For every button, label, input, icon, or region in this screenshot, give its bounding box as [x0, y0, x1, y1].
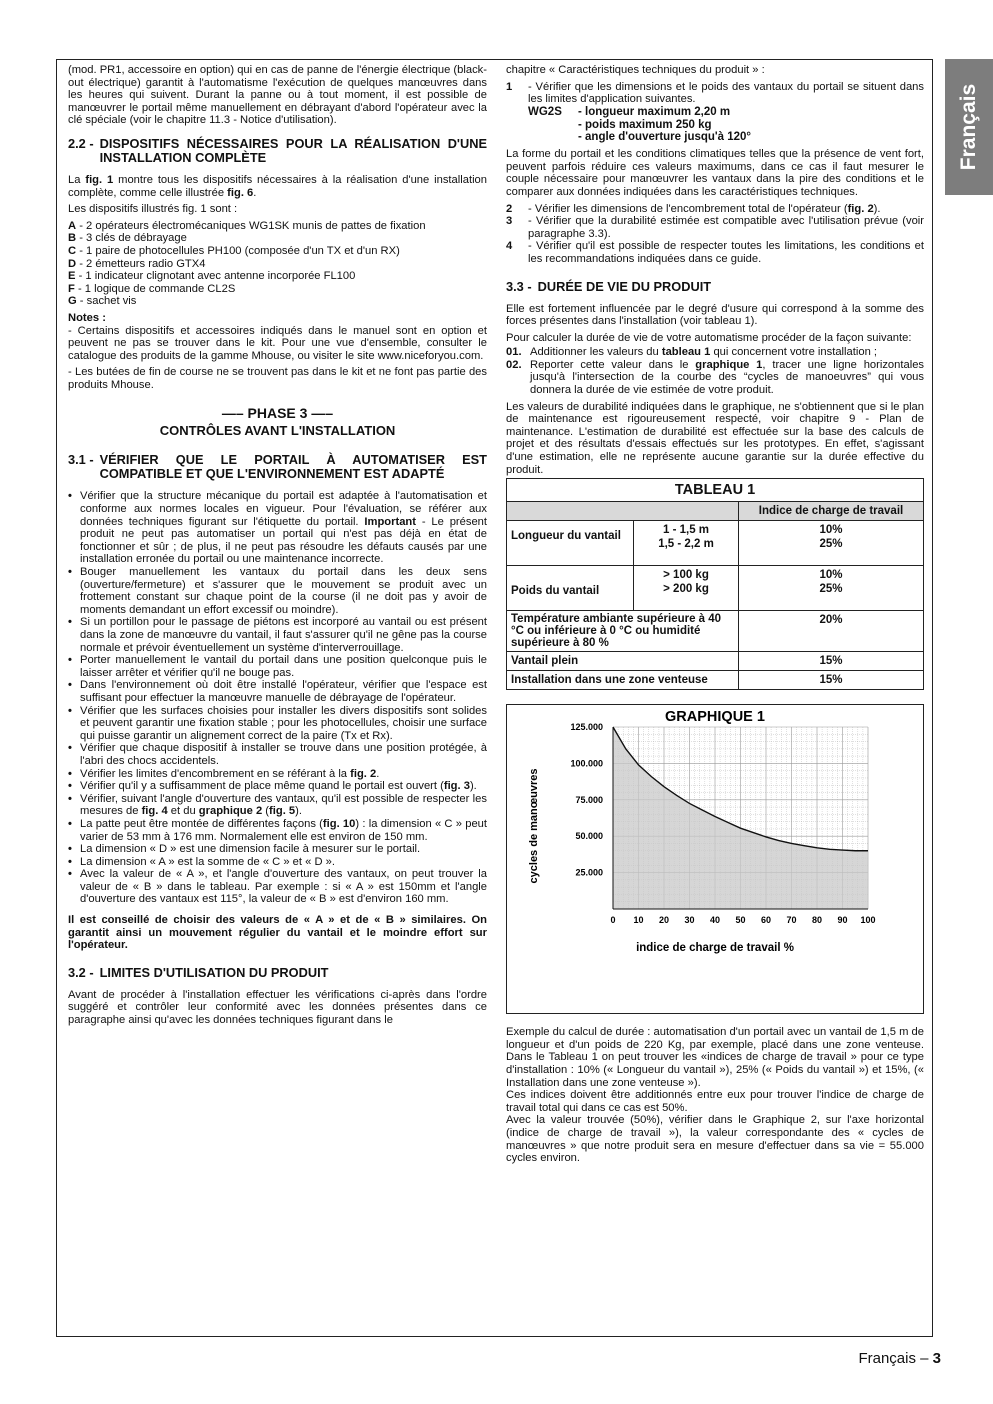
list-item: • Vérifier qu'il y a suffisamment de place même quand le portail est ouvert (fig. 3). — [68, 780, 477, 793]
devices-intro: Les dispositifs illustrés fig. 1 sont : — [68, 203, 238, 216]
x-tick-label: 10 — [633, 915, 644, 926]
list-item: 2 - Vérifier les dimensions de l'encombrement total de l'opérateur (fig. 2). — [506, 202, 881, 215]
section-3-2-heading: 3.2 - LIMITES D'UTILISATION DU PRODUIT — [68, 964, 329, 980]
x-tick-label: 100 — [860, 915, 876, 926]
list-item: • La dimension « D » est une dimension facile à mesurer sur le portail. — [68, 843, 421, 856]
page-number: 3 — [932, 1350, 941, 1367]
example-paragraph-3: Avec la valeur trouvée (50%), vérifier dans le Graphique 2, sur l'axe horizontal (indice de charge de travail »), la valeur correspondante des « cycles de manœuvres » que notre produit sera en mesure d'effectuer dans sa vie = 55.000 cycles environ. — [506, 1114, 924, 1165]
section-3-2-paragraph: Avant de procéder à l'installation effectuer les vérifications ci-après dans l'ordre suggéré et contrôler leur conformité avec les données présentes dans ce paragraphe ainsi qu'avec les données techniques figurant dans le — [68, 988, 487, 1027]
list-item: • Bouger manuellement les vantaux du portail dans les deux sens (ouverture/fermeture) et s'assurer que le mouvement se produit avec un frottement constant sur chaque point de la course (il ne doit pas y avoir de moments demandant un effort excessif ou moindre). — [68, 566, 487, 616]
table-title: TABLEAU 1 — [507, 479, 924, 502]
list-item: A - 2 opérateurs électromécaniques WG1SK munis de pattes de fixation — [68, 219, 426, 232]
example-block — [506, 1026, 924, 1165]
y-axis-label: cycles de manœuvres — [528, 768, 540, 884]
phase-3-heading: —– PHASE 3 —– CONTRÔLES AVANT L'INSTALLATION — [159, 405, 396, 439]
form-paragraph: La forme du portail et les conditions climatiques telles que la présence de vent fort, peuvent parfois réduire ces valeurs maximums, dans ce cas il faut mesurer le couple nécessaire pour manœuvrer les vantaux dans la pire des conditions et le comparer aux données indiquées dans les caractéristiques techniques. — [506, 148, 924, 198]
table-row: Poids du vantail > 100 kg > 200 kg 10% 25% — [507, 566, 924, 611]
x-axis-label: indice de charge de travail % — [636, 942, 794, 955]
graphique-1 — [506, 704, 924, 1014]
section-3-3-heading: 3.3 - DURÉE DE VIE DU PRODUIT — [506, 278, 712, 294]
x-tick-label: 60 — [760, 915, 772, 926]
list-item: • Porter manuellement le vantail du portail dans une position quelconque puis le laisser arrêter et vérifier qu'il ne bouge pas. — [68, 654, 487, 679]
list-item: • Avec la valeur de « A », et l'angle d'ouverture des vantaux, on peut trouver la valeur de « B » dans le tableau. Par exemple : si « A » est 150mm et l'angle d'ouverture des vantaux est 115°, la valeur de « B » est d'environ 160 mm. — [68, 868, 487, 906]
list-item: E - 1 indicateur clignotant avec antenne incorporée FL100 — [68, 270, 356, 283]
x-tick-label: 40 — [709, 915, 721, 926]
section-3-3-paragraph-1: Elle est fortement influencée par le degré d'usure qui correspond à la somme des forces présentes dans l'installation (voir tableau 1). — [506, 302, 924, 328]
left-column — [68, 64, 487, 1031]
section-2-2-heading: 2.2 - DISPOSITIFS NÉCESSAIRES POUR LA RÉALISATION D'UNE INSTALLATION COMPLÈTE — [68, 135, 487, 165]
x-tick-label: 0 — [610, 915, 616, 926]
section-3-3-paragraph-2: Pour calculer la durée de vie de votre automatisme procéder de la façon suivante: — [506, 331, 912, 344]
list-item: • Dans l'environnement où doit être installé l'opérateur, vérifier que l'espace est suffisant pour effectuer la manœuvre manuelle de débrayage de l'opérateur. — [68, 679, 487, 704]
list-item: • La dimension « A » est la somme de « C » et « D ». — [68, 855, 335, 868]
table-row: Longueur du vantail 1 - 1,5 m 1,5 - 2,2 m 10% 25% — [507, 521, 924, 566]
table-header: Indice de charge de travail — [739, 502, 924, 521]
tableau-1 — [506, 478, 924, 690]
chart-svg — [507, 705, 923, 1013]
right-column — [506, 64, 924, 1165]
x-tick-label: 50 — [735, 915, 746, 926]
list-item: D - 2 émetteurs radio GTX4 — [68, 257, 206, 270]
list-item: • Vérifier que chaque dispositif à installer se trouve dans une position protégée, à l'abri des chocs accidentels. — [68, 742, 487, 767]
y-tick-label: 25.000 — [575, 867, 603, 878]
list-item: 3 - Vérifier que la durabilité estimée est compatible avec l'utilisation prévue (voir paragraphe 3.3). — [506, 215, 925, 240]
list-item: • Vérifier que la structure mécanique du portail est adaptée à l'automatisation et conforme aux normes locales en vigueur. Pour l'évaluation, se référer aux données techniques figurant sur l'étiquette du portail. Important - Le présent produit ne peut pas automatiser un portail qui n'est pas déjà en état de fonctionner et sûr ; de plus, il ne peut pas résoudre les défauts causés par une installation erronée du portail ou une maintenance incorrecte. — [68, 490, 488, 566]
checklist — [68, 490, 487, 906]
list-item: 01. Additionner les valeurs du tableau 1 qui concernent votre installation ; — [506, 346, 878, 359]
footer-label: Français – — [858, 1350, 929, 1367]
x-tick-label: 30 — [684, 915, 695, 926]
list-item: F - 1 logique de commande CL2S — [68, 282, 236, 295]
list-item: B - 3 clés de débrayage — [68, 232, 187, 245]
x-tick-label: 80 — [811, 915, 823, 926]
x-tick-label: 90 — [837, 915, 848, 926]
y-tick-label: 125.000 — [570, 722, 603, 733]
list-item: G - sachet vis — [68, 295, 137, 308]
list-item: • La patte peut être montée de différentes façons (fig. 10) : la dimension « C » peut varier de 53 mm à 176 mm. Normalement elle est environ de 150 mm. — [68, 817, 488, 843]
list-item: • Vérifier les limites d'encombrement en se référant à la fig. 2. — [68, 767, 380, 780]
list-item: • Vérifier que les surfaces choisies pour installer les divers dispositifs sont solides et peuvent garantir une fixation stable ; pour les photocellules, choisir une surface qui puisse garantir un alignement correct de la paire (Tx et Rx). — [68, 704, 487, 742]
list-item: 02. Reporter cette valeur dans le graphique 1, tracer une ligne horizontales jusqu'à l'intersection de la courbe des “cycles de manoeuvres” qui vous donnera la durée de vie estimée de votre produit. — [506, 358, 925, 397]
section-2-2-paragraph: La fig. 1 montre tous les dispositifs nécessaires à la réalisation d'une installation complète, comme celle illustrée fig. 6. — [68, 173, 487, 199]
note-1: - Certains dispositifs et accessoires indiqués dans le manuel sont en option et peuvent ne pas se trouver dans le kit. Pour une vue d'ensemble, consulter le catalogue des produits de la gamme Mhouse, ou visiter le site www.niceforyou.com. — [68, 324, 487, 362]
table-row: Installation dans une zone venteuse 15% — [507, 671, 924, 690]
language-tab: Français — [945, 59, 993, 195]
wg2s-limits: WG2S - longueur maximum 2,20 m - poids maximum 250 kg - angle d'ouverture jusqu'à 120° — [528, 105, 752, 144]
notes-title: Notes : — [68, 311, 106, 324]
section-3-1-heading: 3.1 - VÉRIFIER QUE LE PORTAIL À AUTOMATISER EST COMPATIBLE ET QUE L'ENVIRONNEMENT EST ADAPTÉ — [68, 452, 487, 482]
table-row: Vantail plein 15% — [507, 652, 924, 671]
table-row: Température ambiante supérieure à 40 °C ou inférieure à 0 °C ou humidité supérieure à 80 % 20% — [507, 611, 924, 652]
continuation-paragraph: chapitre « Caractéristiques techniques du produit » : — [506, 64, 765, 76]
list-item: C - 1 paire de photocellules PH100 (composée d'un TX et d'un RX) — [68, 244, 400, 257]
x-tick-label: 70 — [786, 915, 797, 926]
list-item: • Vérifier, suivant l'angle d'ouverture des vantaux, qu'il est possible de respecter les mesures de fig. 4 et du graphique 2 (fig. 5). — [68, 792, 487, 818]
intro-paragraph: (mod. PR1, accessoire en option) qui en cas de panne de l'énergie électrique (black-out électrique) garantit à l'automatisme l'exécution de quelques manœuvres dans les heures qui suivent. Durant la panne ou à tout moment, il est possible de manœuvrer le portail même manuellement en débrayant d'abord l'opérateur avec la clé spéciale (voir le chapitre 11.3 - Notice d'utilisation). — [68, 64, 487, 127]
x-tick-label: 20 — [658, 915, 670, 926]
advice-paragraph: Il est conseillé de choisir des valeurs de « A » et de « B » similaires. On garantit ainsi un mouvement régulier du vantail et le moindre effort sur l'opérateur. — [68, 914, 487, 952]
list-item: 1 - Vérifier que les dimensions et le poids des vantaux du portail se situent dans les limites d'application suivantes. — [506, 80, 924, 106]
list-item: • Si un portillon pour le passage de piétons est incorporé au vantail ou est présent dans la zone de manœuvre du vantail, il faut s'assurer qu'il ne gêne pas la course normale et prévoir éventuellement un système d'interverrouillage. — [68, 616, 487, 654]
note-2: - Les butées de fin de course ne se trouvent pas dans le kit et ne font pas partie des produits Mhouse. — [68, 366, 487, 391]
device-list — [68, 220, 487, 308]
list-item: 4 - Vérifier qu'il est possible de respecter toutes les limitations, les conditions et les recommandations indiquées dans ce guide. — [506, 240, 924, 265]
y-tick-label: 75.000 — [575, 795, 603, 806]
chart-title: GRAPHIQUE 1 — [665, 709, 765, 726]
example-paragraph-1: Exemple du calcul de durée : automatisation d'un portail avec un vantail de 1,5 m de longueur et d'un poids de 220 Kg, par exemple, placé dans une zone venteuse. Dans le Tableau 1 on peut trouver les «indices de charge de travail » pour ce type d'installation : 10% (« Longueur du vantail »), 25% (« Poids du vantail ») et 15%, (« Installation dans une zone venteuse »). — [506, 1026, 924, 1089]
example-paragraph-2: Ces indices doivent être additionnés entre eux pour trouver l'indice de charge de travail total qui dans ce cas est 50%. — [506, 1089, 924, 1114]
y-tick-label: 50.000 — [575, 831, 603, 842]
page-footer — [858, 1350, 941, 1367]
section-3-3-paragraph-3: Les valeurs de durabilité indiquées dans le graphique, ne s'obtiennent que si le plan de maintenance est rigoureusement respecté, voir chapitre 9 - Plan de maintenance. L'estimation de durabilité est effectuée sur la base des calculs de projet et des résultats d'essais effectués sur les prototypes. En effet, s'agissant d'une estimation, elle ne représente aucune garantie sur la durée effective du produit. — [506, 400, 924, 476]
y-tick-label: 100.000 — [570, 758, 603, 769]
